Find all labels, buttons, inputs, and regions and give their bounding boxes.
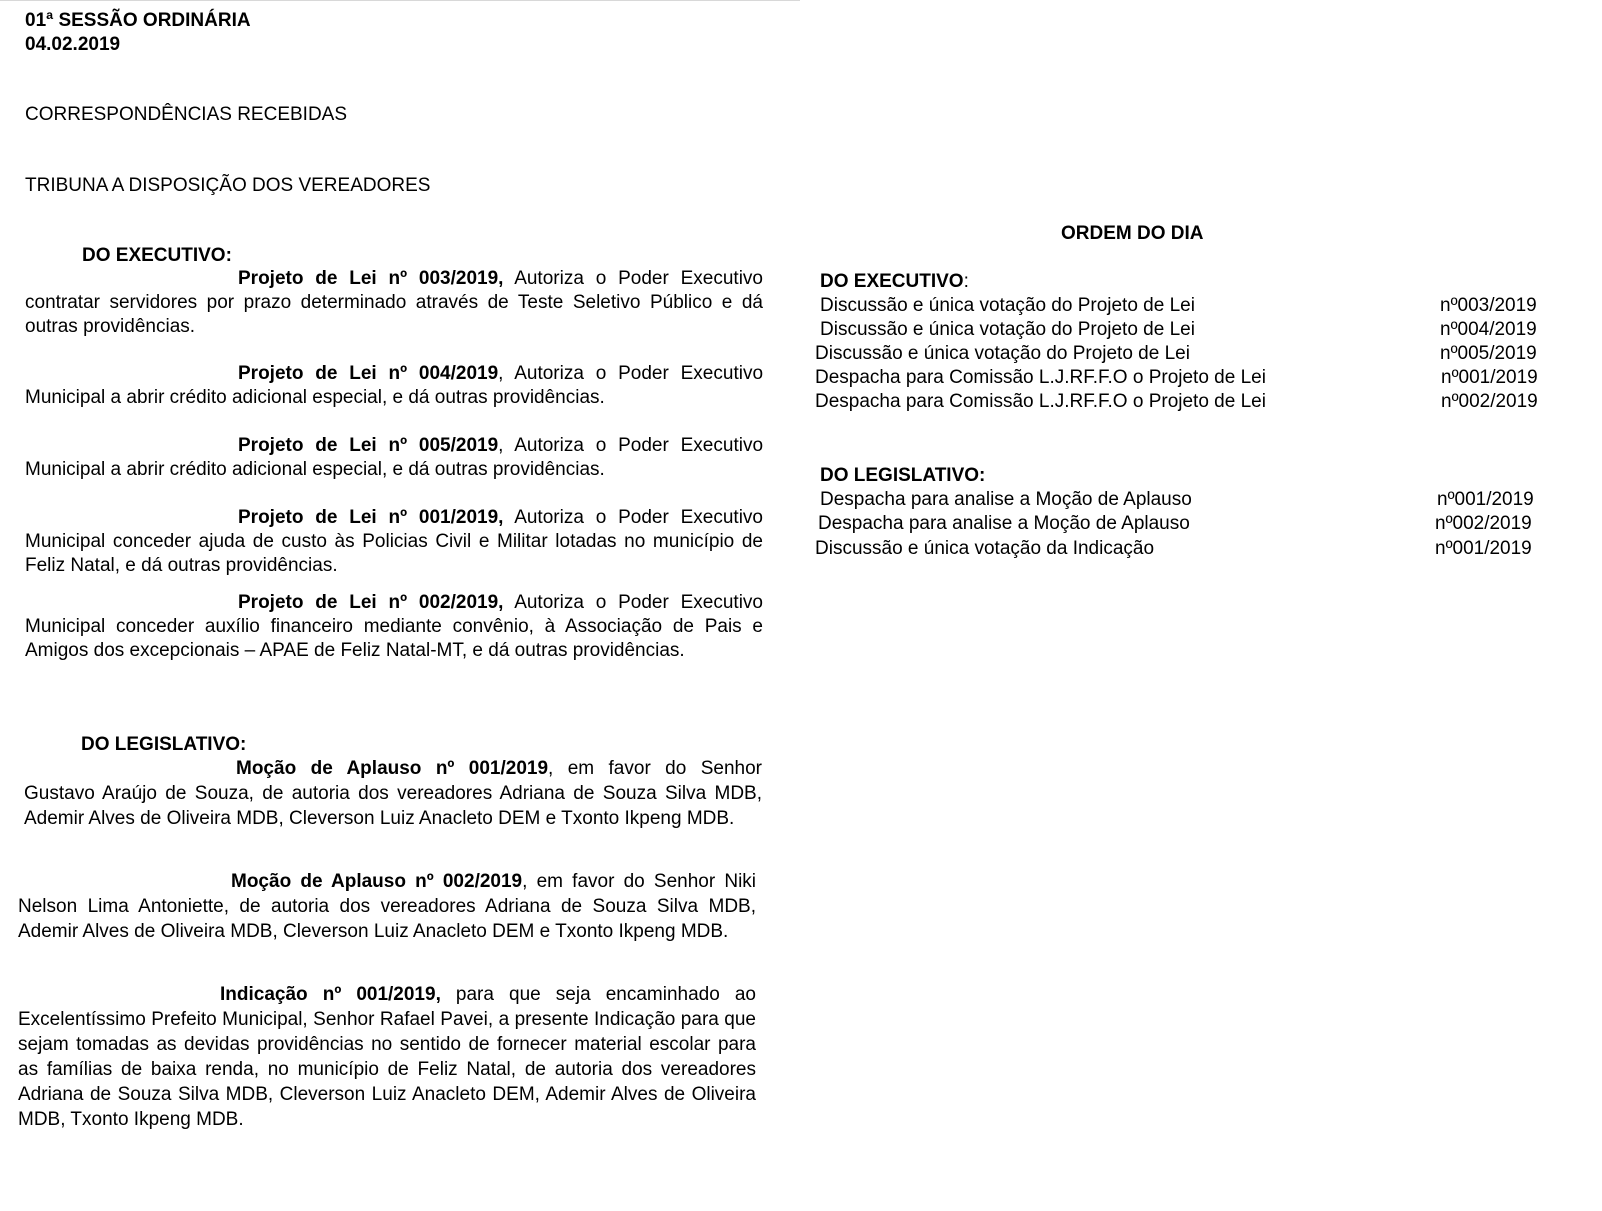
heading-text: DO EXECUTIVO [820,271,964,292]
executivo-heading: DO EXECUTIVO: [82,245,232,266]
executivo-item [25,591,763,663]
item-text: , em favor do Senhor Niki Nelson Lima Antoniette, de autoria dos vereadores Adriana de Souza Silva MDB, Ademir Alves de Oliveira MDB, Cleverson Luiz Anacleto DEM e Txonto Ikpeng MDB. [18,871,757,942]
tribuna-heading: TRIBUNA A DISPOSIÇÃO DOS VEREADORES [25,175,431,196]
item-title: Projeto de Lei nº 002/2019, [238,592,504,613]
item-title: Projeto de Lei nº 003/2019, [238,268,504,289]
item-title: Projeto de Lei nº 001/2019, [238,507,504,528]
top-border-line [0,0,800,1]
heading-colon: : [963,271,969,292]
ordem-row: Despacha para analise a Moção de Aplauso [820,489,1192,510]
ordem-row-number: nº001/2019 [1435,538,1532,559]
item-text: Autoriza o Poder Executivo Municipal conceder ajuda de custo às Policias Civil e Militar lotadas no município de Feliz Natal, e dá outras providências. [25,507,763,576]
ordem-row-number: nº004/2019 [1440,319,1537,340]
item-title: Projeto de Lei nº 005/2019 [238,435,499,456]
session-date: 04.02.2019 [25,34,121,55]
item-text: Autoriza o Poder Executivo Municipal conceder auxílio financeiro mediante convênio, à Associação de Pais e Amigos dos excepcionais – APAE de Feliz Natal-MT, e dá outras providências. [25,592,763,661]
ordem-legislativo-heading: DO LEGISLATIVO: [820,465,986,486]
ordem-row-number: nº005/2019 [1440,343,1537,364]
ordem-row-number: nº002/2019 [1435,513,1532,534]
ordem-row-number: nº003/2019 [1440,295,1537,316]
ordem-executivo-heading [820,270,969,294]
ordem-row-number: nº001/2019 [1441,367,1538,388]
legislativo-item [18,982,756,1132]
item-text: , Autoriza o Poder Executivo Municipal a abrir crédito adicional especial, e dá outras providências. [25,435,764,480]
correspondencias-heading: CORRESPONDÊNCIAS RECEBIDAS [25,104,348,125]
ordem-do-dia-title: ORDEM DO DIA [1061,223,1204,244]
item-text: para que seja encaminhado ao Excelentíssimo Prefeito Municipal, Senhor Rafael Pavei, a presente Indicação para que sejam tomadas as devidas providências no sentido de fornecer material escolar para as famílias de baixa renda, no município de Feliz Natal, de autoria dos vereadores Adriana de Souza Silva MDB, Cleverson Luiz Anacleto DEM, Ademir Alves de Oliveira MDB, Txonto Ikpeng MDB. [18,984,756,1130]
item-title: Moção de Aplauso nº 002/2019 [231,871,523,892]
item-title: Indicação nº 001/2019, [220,984,441,1005]
executivo-item [25,434,763,482]
item-title: Projeto de Lei nº 004/2019 [238,363,499,384]
ordem-row: Discussão e única votação do Projeto de Lei [815,343,1190,364]
item-text: Autoriza o Poder Executivo contratar servidores por prazo determinado através de Teste Seletivo Público e dá outras providências. [25,268,763,337]
ordem-row: Despacha para analise a Moção de Aplauso [818,513,1190,534]
ordem-row: Discussão e única votação da Indicação [815,538,1155,559]
executivo-item [25,506,763,578]
item-text: , Autoriza o Poder Executivo Municipal a abrir crédito adicional especial, e dá outras providências. [25,363,764,408]
item-text: , em favor do Senhor Gustavo Araújo de Souza, de autoria dos vereadores Adriana de Souza Silva MDB, Ademir Alves de Oliveira MDB, Cleverson Luiz Anacleto DEM e Txonto Ikpeng MDB. [24,758,762,829]
ordem-row-number: nº001/2019 [1437,489,1534,510]
ordem-row-number: nº002/2019 [1441,391,1538,412]
ordem-row: Despacha para Comissão L.J.RF.F.O o Projeto de Lei [815,367,1266,388]
item-title: Moção de Aplauso nº 001/2019 [236,758,549,779]
ordem-row: Discussão e única votação do Projeto de Lei [820,319,1195,340]
legislativo-heading: DO LEGISLATIVO: [81,734,247,755]
ordem-row: Discussão e única votação do Projeto de Lei [820,295,1195,316]
executivo-item [25,362,763,410]
legislativo-item [24,756,762,831]
session-title: 01ª SESSÃO ORDINÁRIA [25,10,251,31]
executivo-item [25,267,763,339]
legislativo-item [18,869,756,944]
ordem-row: Despacha para Comissão L.J.RF.F.O o Projeto de Lei [815,391,1266,412]
